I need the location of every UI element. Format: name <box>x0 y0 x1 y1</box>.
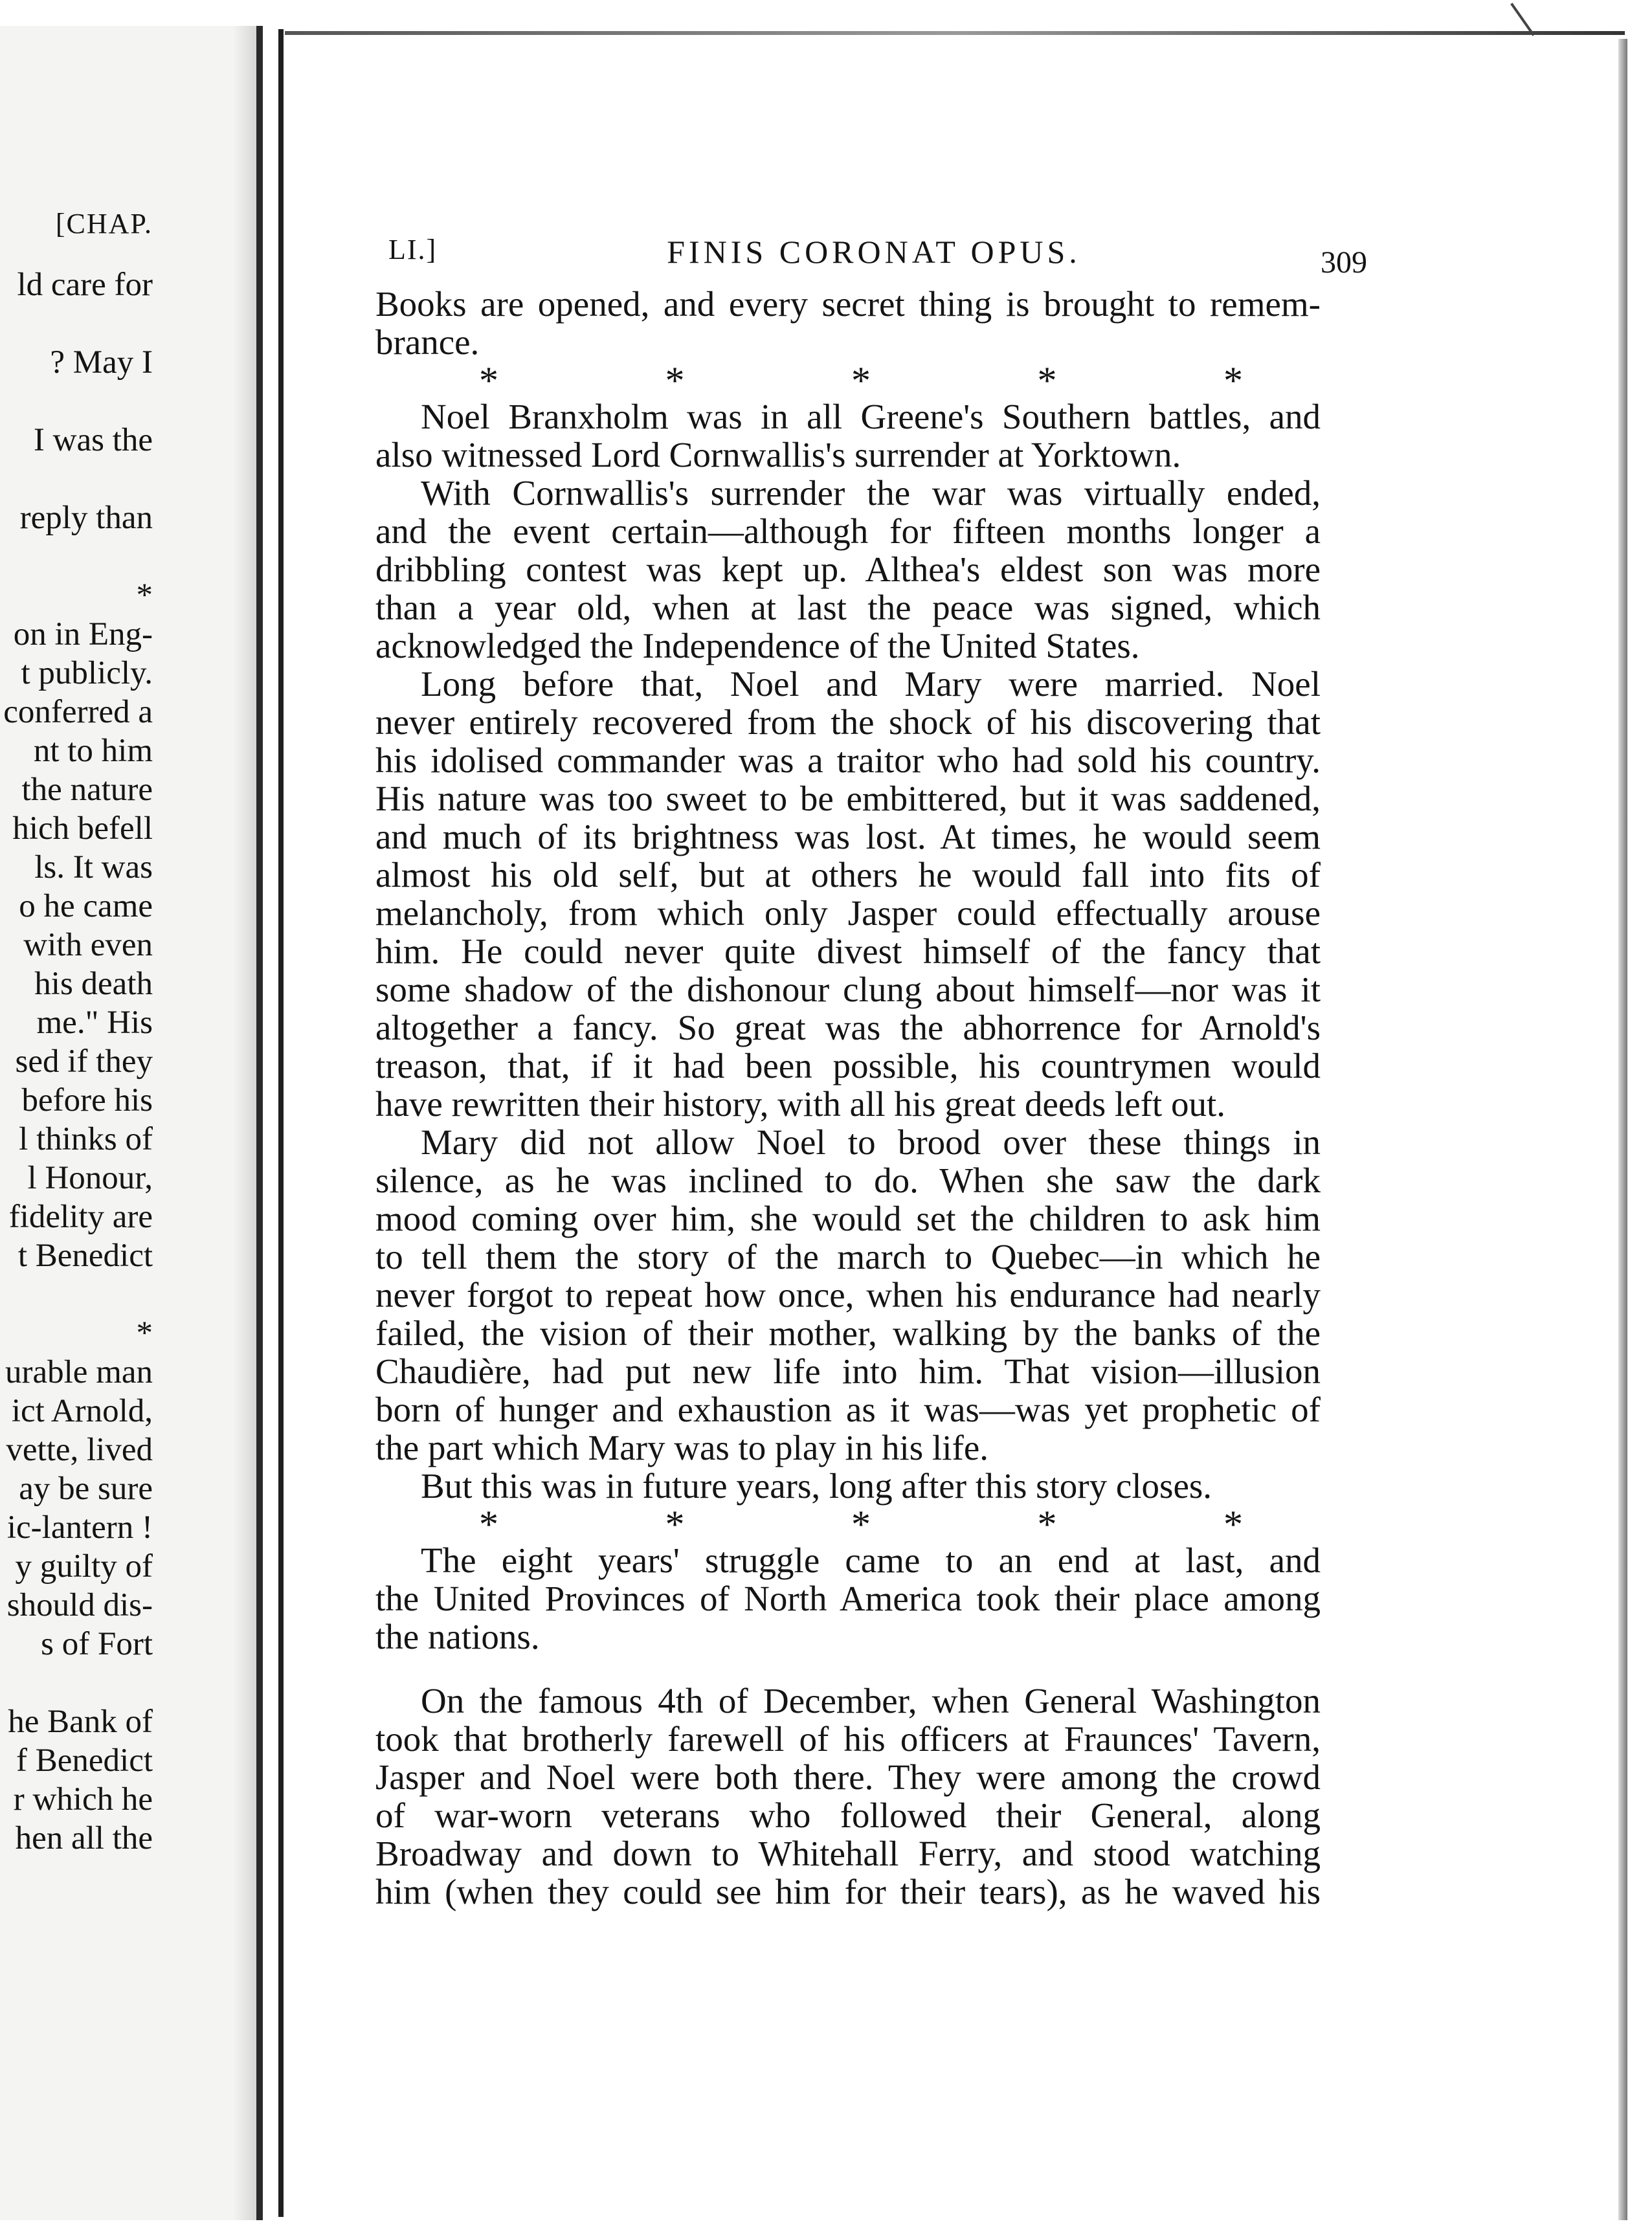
text-line: acknowledged the Independence of the United States. <box>375 626 1140 665</box>
paragraph <box>375 397 1321 474</box>
page-top-edge <box>285 31 1625 35</box>
previous-page-line: f Benedict <box>16 1742 153 1779</box>
previous-page-line <box>3 1664 153 1702</box>
text-line: took that brotherly farewell of his officers at Fraunces' Tavern, <box>375 1719 1321 1759</box>
text-line: and much of its brightness was lost. At times, he would seem <box>375 817 1321 856</box>
text-line: have rewritten their history, with all his great deeds left out. <box>375 1084 1225 1124</box>
text-line: and the event certain—although for fifteen months longer a <box>375 511 1321 551</box>
previous-page-line: ls. It was <box>34 849 153 885</box>
text-line: silence, as he was inclined to do. When she saw the dark <box>375 1161 1321 1200</box>
previous-page-line: t Benedict <box>17 1238 153 1274</box>
text-line: his idolised commander was a traitor who had sold his country. <box>375 740 1321 780</box>
previous-page-line: before his <box>21 1082 153 1118</box>
text-line: the United Provinces of North America took their place among <box>375 1579 1321 1618</box>
text-line: him (when they could see him for their tears), as he waved his <box>375 1872 1321 1911</box>
previous-page-line: nt to him <box>33 733 153 769</box>
previous-page-line: reply than <box>19 500 153 536</box>
previous-page-line: with even <box>23 927 153 963</box>
text-line: never entirely recovered from the shock of his discovering that <box>375 702 1321 742</box>
page-gutter-edge <box>278 29 284 2217</box>
paragraph <box>375 474 1321 665</box>
text-line: treason, that, if it had been possible, his countrymen would <box>375 1046 1321 1085</box>
text-line: melancholy, from which only Jasper could effectually arouse <box>375 893 1321 933</box>
text-line: to tell them the story of the march to Quebec—in which he <box>375 1237 1321 1276</box>
text-line: brance. <box>375 322 480 362</box>
text-line: some shadow of the dishonour clung about himself—nor was it <box>375 970 1321 1009</box>
text-line: But this was in future years, long after this story closes. <box>421 1466 1212 1506</box>
text-line: mood coming over him, she would set the children to ask him <box>375 1199 1321 1238</box>
asterisk: * <box>1037 1503 1057 1546</box>
text-line: the part which Mary was to play in his life. <box>375 1428 989 1467</box>
text-line: Jasper and Noel were both there. They were among the crowd <box>375 1757 1321 1797</box>
text-line: Noel Branxholm was in all Greene's Southern battles, and <box>421 397 1321 436</box>
previous-page-line: on in Eng- <box>13 616 153 652</box>
previous-page-line: o he came <box>19 888 153 924</box>
previous-page-line: hich befell <box>12 810 153 847</box>
text-line: With Cornwallis's surrender the war was virtually ended, <box>421 473 1321 513</box>
previous-page-line: urable man <box>5 1354 153 1390</box>
text-line: the nations. <box>375 1617 540 1656</box>
page-gutter-shadow <box>233 26 256 2220</box>
asterisk: * <box>1223 359 1243 402</box>
previous-page-edge <box>256 26 263 2220</box>
text-line: failed, the vision of their mother, walking by the banks of the <box>375 1313 1321 1353</box>
paragraph <box>375 1682 1321 1911</box>
asterisk: * <box>1223 1503 1243 1546</box>
previous-page-line: ? May I <box>50 344 153 381</box>
previous-page-line: r which he <box>13 1781 153 1818</box>
text-line: Broadway and down to Whitehall Ferry, and stood watching <box>375 1834 1321 1873</box>
previous-page-line <box>3 460 153 498</box>
asterisk: * <box>479 1503 498 1546</box>
previous-page-line <box>3 382 153 421</box>
previous-page-line: vette, lived <box>6 1432 153 1468</box>
previous-page-line: should dis- <box>6 1587 153 1623</box>
previous-page-line: t publicly. <box>21 655 153 691</box>
paragraph-gap <box>375 1656 1321 1682</box>
previous-page-line: he Bank of <box>8 1704 153 1740</box>
previous-page-line: the nature <box>21 772 153 808</box>
running-head <box>388 233 1367 280</box>
previous-page-line: ict Arnold, <box>11 1393 153 1429</box>
previous-page-line: l thinks of <box>19 1121 153 1157</box>
text-line: almost his old self, but at others he would fall into fits of <box>375 855 1321 895</box>
previous-page-line: y guilty of <box>15 1548 153 1585</box>
page-number: 309 <box>1321 245 1367 280</box>
previous-page-line: his death <box>34 966 153 1002</box>
previous-page-line <box>3 304 153 343</box>
previous-page-text <box>3 265 153 1858</box>
chapter-number: LI.] <box>388 234 438 265</box>
chapter-title: FINIS CORONAT OPUS. <box>667 234 1081 270</box>
previous-page-line <box>3 1275 153 1314</box>
text-line: Books are opened, and every secret thing is brought to remem- <box>375 284 1321 324</box>
text-line: dribbling contest was kept up. Althea's eldest son was more <box>375 550 1321 589</box>
text-line: His nature was too sweet to be embittered, but it was saddened, <box>375 779 1321 818</box>
section-break <box>375 359 1321 402</box>
previous-page-line: me." His <box>36 1005 153 1041</box>
asterisk: * <box>665 359 685 402</box>
previous-page-line: fidelity are <box>8 1199 153 1235</box>
previous-page-line: * <box>136 577 153 614</box>
text-line: On the famous 4th of December, when General Washington <box>421 1681 1321 1720</box>
text-line: of war-worn veterans who followed their General, along <box>375 1796 1321 1835</box>
text-line: altogether a fancy. So great was the abhorrence for Arnold's <box>375 1008 1321 1047</box>
text-line: born of hunger and exhaustion as it was—was yet prophetic of <box>375 1390 1321 1429</box>
page-body <box>375 285 1321 1911</box>
previous-page-chapter-marker: [CHAP. <box>55 208 153 239</box>
asterisk: * <box>851 359 871 402</box>
text-line: Long before that, Noel and Mary were married. Noel <box>421 664 1321 704</box>
section-break <box>375 1503 1321 1546</box>
asterisk: * <box>665 1503 685 1546</box>
text-line: also witnessed Lord Cornwallis's surrender at Yorktown. <box>375 435 1181 474</box>
previous-page-line: hen all the <box>15 1820 153 1856</box>
previous-page-line: * <box>136 1315 153 1352</box>
previous-page-line: ic-lantern ! <box>6 1509 153 1546</box>
paragraph <box>375 665 1321 1123</box>
paragraph <box>375 1467 1321 1505</box>
previous-page-line: sed if they <box>15 1043 153 1080</box>
asterisk: * <box>479 359 498 402</box>
previous-page-line: l Honour, <box>27 1160 153 1196</box>
text-line: Chaudière, had put new life into him. That vision—illusion <box>375 1352 1321 1391</box>
paragraph <box>375 285 1321 361</box>
text-line: never forgot to repeat how once, when his endurance had nearly <box>375 1275 1321 1315</box>
previous-page-line: conferred a <box>3 694 153 730</box>
paragraph <box>375 1123 1321 1467</box>
paragraph <box>375 1541 1321 1656</box>
previous-page-line: ay be sure <box>19 1471 153 1507</box>
text-line: him. He could never quite divest himself of the fancy that <box>375 931 1321 971</box>
text-line: The eight years' struggle came to an end at last, and <box>421 1541 1321 1580</box>
previous-page-line <box>3 537 153 576</box>
text-line: Mary did not allow Noel to brood over these things in <box>421 1122 1321 1162</box>
previous-page-line: I was the <box>33 422 153 458</box>
asterisk: * <box>851 1503 871 1546</box>
text-line: than a year old, when at last the peace was signed, which <box>375 588 1321 627</box>
previous-page-line: s of Fort <box>41 1626 153 1662</box>
page-right-edge <box>1618 39 1627 2220</box>
previous-page-line: ld care for <box>17 267 153 303</box>
asterisk: * <box>1037 359 1057 402</box>
